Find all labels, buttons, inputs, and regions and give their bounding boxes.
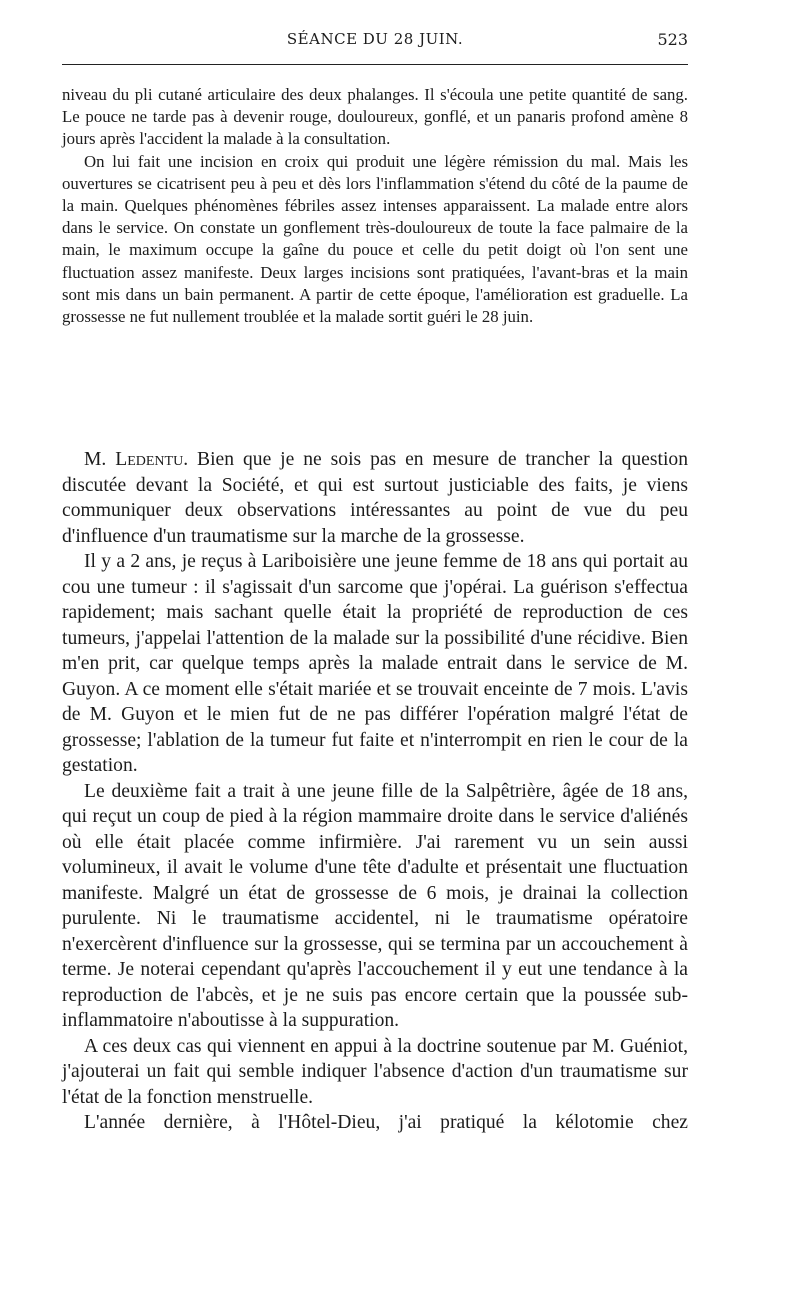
case-three-paragraph: L'année dernière, à l'Hôtel-Dieu, j'ai pratiqué la kélotomie chez <box>84 1112 688 1133</box>
transition-paragraph: A ces deux cas qui viennent en appui à la doctrine soutenue par M. Guéniot, j'ajouterai un fait qui semble indiquer l'absence d'action d'un traumatisme sur l'état de la fonction menstruelle. <box>62 1035 688 1108</box>
page-header <box>62 30 688 54</box>
header-rule <box>62 64 688 65</box>
observation-paragraph-1: niveau du pli cutané articulaire des deux phalanges. Il s'écoula une petite quantité de sang. Le pouce ne tarde pas à devenir rouge, douloureux, gonflé, et un panaris profond amène 8 jours après l'accident la malade à la consultation. <box>62 85 688 149</box>
discussion-text <box>62 447 688 1136</box>
running-title: SÉANCE DU 28 JUIN. <box>286 30 464 48</box>
opening-text: Bien que je ne sois pas en mesure de trancher la question discutée devant la Société, et qui est surtout justiciable des faits, je viens communiquer deux observations intéressantes au point de vue du peu d'influence d'un traumatisme sur la marche de la grossesse. <box>62 449 688 547</box>
speaker-suffix: . <box>183 449 198 470</box>
observation-text <box>62 84 688 328</box>
case-one-paragraph: Il y a 2 ans, je reçus à Lariboisière une jeune femme de 18 ans qui portait au cou une tumeur : il s'agissait d'un sarcome que j'opérai. La guérison s'effectua rapidement; mais sachant quelle était la propriété de reproduction de ces tumeurs, j'appelai l'attention de la malade sur la possibilité d'une récidive. Bien m'en prit, car quelque temps après la malade entrait dans le service de M. Guyon. A ce moment elle s'était mariée et se trouvait enceinte de 7 mois. L'avis de M. Guyon et le mien fut de ne pas différer l'opération malgré l'état de grossesse; l'ablation de la tumeur fut faite et n'interrompit en rien le cour de la gestation. <box>62 551 688 776</box>
speaker-prefix: M. <box>84 449 116 470</box>
case-two-paragraph: Le deuxième fait a trait à une jeune fille de la Salpêtrière, âgée de 18 ans, qui reçut un coup de pied à la région mammaire droite dans le service d'aliénés où elle était placée comme infirmière. J'ai rarement vu un sein aussi volumineux, il avait le volume d'une tête d'adulte et présentait une fluctuation manifeste. Malgré un état de grossesse de 6 mois, je drainai la collection purulente. Ni le traumatisme accidentel, ni le traumatisme opératoire n'exercèrent d'influence sur la grossesse, qui se termina par un accouchement à terme. Je noterai cependant qu'après l'accouchement il y eut une tendance à la reproduction de l'abcès, et je ne suis pas encore certain que la poussée sub-inflammatoire n'aboutisse à la suppuration. <box>62 780 688 1031</box>
page-number: 523 <box>657 30 688 49</box>
speaker-name: Ledentu <box>115 449 184 470</box>
ledentu-opening-paragraph <box>62 447 688 549</box>
observation-paragraph-2: On lui fait une incision en croix qui produit une légère rémission du mal. Mais les ouvertures se cicatrisent peu à peu et dès lors l'inflammation s'étend du côté de la paume de la main. Quelques phénomènes fébriles assez intenses apparaissent. La malade entre alors dans le service. On constate un gonflement très-douloureux de toute la face palmaire de la main, le maximum occupe la gaîne du pouce et celle du petit doigt où l'on sent une fluctuation assez manifeste. Deux larges incisions sont pratiquées, l'avant-bras et la main sont mis dans un bain permanent. A partir de cette époque, l'amélioration est graduelle. La grossesse ne fut nullement troublée et la malade sortit guéri le 28 juin. <box>62 151 688 327</box>
